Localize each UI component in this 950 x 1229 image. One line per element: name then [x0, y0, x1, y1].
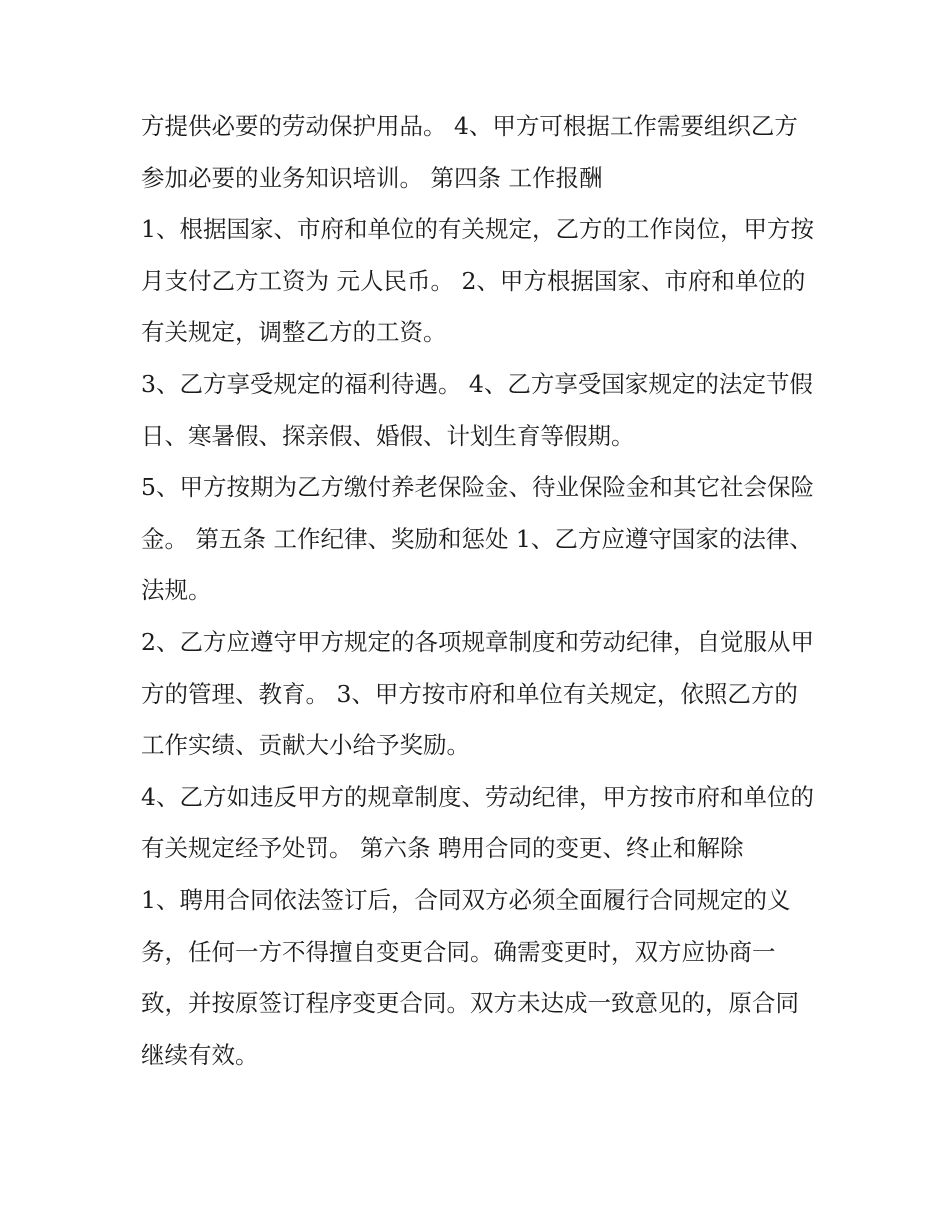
paragraph-contract-modification: 1、聘用合同依法签订后，合同双方必须全面履行合同规定的义务，任何一方不得擅自变更合同。确需变更时，双方应协商一致，并按原签订程序变更合同。双方未达成一致意见的，原合同继续有效。 — [141, 885, 799, 1069]
paragraph-labor-protection: 方提供必要的劳动保护用品。 4、甲方可根据工作需要组织乙方参加必要的业务知识培训。 第四条 工作报酬 — [141, 112, 798, 192]
document-body — [141, 101, 821, 1081]
paragraph-salary: 1、根据国家、市府和单位的有关规定，乙方的工作岗位，甲方按月支付乙方工资为 元人民币。 2、甲方根据国家、市府和单位的有关规定，调整乙方的工资。 — [141, 215, 814, 347]
paragraph-benefits-holidays: 3、乙方享受规定的福利待遇。 4、乙方享受国家规定的法定节假日、寒暑假、探亲假、婚假、计划生育等假期。 — [141, 369, 813, 450]
paragraph-penalties-contract-change: 4、乙方如违反甲方的规章制度、劳动纪律，甲方按市府和单位的有关规定经予处罚。 第六条 聘用合同的变更、终止和解除 — [141, 782, 814, 863]
paragraph-rules-rewards: 2、乙方应遵守甲方规定的各项规章制度和劳动纪律，自觉服从甲方的管理、教育。 3、甲方按市府和单位有关规定，依照乙方的工作实绩、贡献大小给予奖励。 — [141, 627, 814, 760]
paragraph-insurance-discipline: 5、甲方按期为乙方缴付养老保险金、待业保险金和其它社会保险金。 第五条 工作纪律、奖励和惩处 1、乙方应遵守国家的法律、法规。 — [141, 473, 814, 605]
